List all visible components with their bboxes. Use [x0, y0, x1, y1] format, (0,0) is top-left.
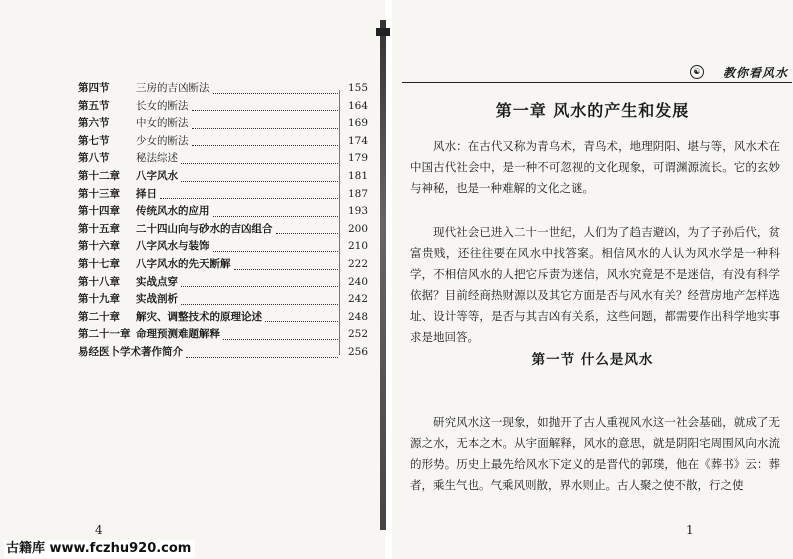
- toc-entry: [78, 98, 368, 116]
- right-page-number: 1: [686, 523, 694, 537]
- toc-entry-page: 187: [347, 187, 368, 200]
- toc-entry-page: 252: [347, 328, 368, 341]
- toc-leader-dots: [213, 216, 338, 217]
- toc-entry-number: 第七节: [78, 134, 110, 147]
- toc-entry-page: 155: [347, 82, 368, 94]
- toc-leader-dots: [213, 251, 338, 252]
- toc-entry-title: 八字风水的先天断解: [136, 257, 231, 270]
- toc-entry-page: 169: [347, 117, 368, 130]
- toc-leader-dots: [181, 181, 338, 182]
- toc-entry: [78, 168, 368, 186]
- toc-entry: [78, 186, 368, 204]
- body-paragraph: 现代社会已进入二十一世纪，人们为了趋吉避凶，为了子孙后代，贫富贵贱，还往往要在风水中找答案。相信风水的人认为风水学是一种科学，不相信风水的人把它斥责为迷信，风水究竟是不是迷信，有没有科学依据？目前经商热财源以及其它方面是否与风水有关？经营房地产怎样选址、设计等等，是否与其吉凶有关系，这些问题，都需要作出科学地实事求是地回答。: [410, 225, 780, 344]
- toc-entry-title: 命理预测难题解释: [136, 328, 220, 341]
- toc-entry-number: 第十二章: [78, 169, 120, 182]
- toc-entry-number: 第十七章: [78, 257, 120, 270]
- toc-leader-dots: [234, 269, 338, 270]
- toc-leader-dots: [192, 128, 338, 129]
- toc-entry-title: 二十四山向与砂水的吉凶组合: [136, 222, 273, 235]
- right-page: [392, 0, 793, 559]
- toc-entry-number: 第十四章: [78, 205, 120, 218]
- toc-entry-page: 222: [347, 257, 368, 270]
- toc-entry: [78, 291, 368, 309]
- body-paragraph: 风水：在古代又称为青乌术，青鸟术，地理阴阳、堪与等，风水术在中国古代社会中，是一种不可忽视的文化现象，可谓渊源流长。它的玄妙与神秘，也是一种难解的文化之谜。: [410, 139, 780, 195]
- toc-entry-number: 第十五章: [78, 222, 120, 235]
- toc-entry-page: 179: [347, 152, 368, 165]
- toc-entry-title: 传统风水的应用: [136, 205, 210, 218]
- toc-entry: [78, 203, 368, 221]
- toc-entry-page: 210: [347, 240, 368, 253]
- toc-entry-page: 193: [347, 205, 368, 218]
- toc-entry-number: 第十三章: [78, 187, 120, 200]
- toc-entry-number: 第六节: [78, 117, 110, 130]
- left-page-number: 4: [95, 523, 103, 537]
- toc-entry-title: 三房的吉凶断法: [136, 82, 210, 94]
- running-header: [402, 64, 792, 83]
- toc-entry: [78, 238, 368, 256]
- toc-entry-number: 第四节: [78, 82, 110, 94]
- toc-leader-dots: [160, 198, 338, 199]
- toc-entry-number: 第五节: [78, 99, 110, 112]
- toc-entry-number: 第二十章: [78, 310, 120, 323]
- site-watermark: 古籍库 www.fczhu920.com: [4, 540, 195, 558]
- toc-entry: [78, 80, 368, 98]
- toc-entry: [78, 326, 368, 344]
- toc-entry-title: 择日: [136, 187, 157, 200]
- toc-entry-title: 实战点穿: [136, 275, 178, 288]
- toc-leader-dots: [213, 93, 338, 94]
- toc-entry-title: 解灾、调整技术的原理论述: [136, 310, 262, 323]
- toc-entry: [78, 150, 368, 168]
- toc-leader-dots: [181, 304, 338, 305]
- toc-entry-title: 八字风水与装饰: [136, 240, 210, 253]
- toc-entry-page: 240: [347, 275, 368, 288]
- toc-leader-dots: [265, 321, 338, 322]
- toc-entry: [78, 274, 368, 292]
- toc-divider: [339, 90, 340, 355]
- toc-entry-number: 第八节: [78, 152, 110, 165]
- table-of-contents: [78, 80, 368, 362]
- toc-entry-page: 164: [347, 99, 368, 112]
- toc-entry-page: 256: [347, 345, 368, 358]
- toc-entry: [78, 344, 368, 362]
- toc-leader-dots: [192, 110, 338, 111]
- toc-entry: [78, 256, 368, 274]
- book-spine: [380, 20, 386, 530]
- toc-leader-dots: [192, 145, 338, 146]
- toc-leader-dots: [276, 233, 338, 234]
- running-header-title: 教你看风水: [722, 66, 788, 80]
- toc-entry-page: 181: [347, 169, 368, 182]
- body-paragraph: 研究风水这一现象，如抛开了古人重视风水这一社会基础，就成了无源之水，无本之木。从宇面解释，风水的意思，就是阴阳宅周围风向水流的形势。历史上最先给风水下定义的是晋代的郭璞，他在《葬书》云：葬者，乘生气也。气乘风则散，界水则止。古人聚之使不散，行之使: [410, 415, 780, 492]
- section-title: 第一节 什么是风水: [531, 352, 654, 368]
- toc-entry-page: 200: [347, 222, 368, 235]
- yin-yang-icon: ☯: [690, 65, 704, 79]
- toc-entry-page: 174: [347, 134, 368, 147]
- toc-entry-title: 秘法综述: [136, 152, 178, 165]
- toc-entry: [78, 133, 368, 151]
- chapter-title: 第一章 风水的产生和发展: [495, 101, 690, 120]
- toc-entry-number: 第二十一章: [78, 328, 131, 341]
- toc-entry: [78, 309, 368, 327]
- toc-entry-title: 实战剖析: [136, 293, 178, 306]
- toc-entry: [78, 221, 368, 239]
- toc-entry-title: 中女的断法: [136, 117, 189, 130]
- toc-leader-dots: [181, 286, 338, 287]
- toc-entry-page: 242: [347, 293, 368, 306]
- toc-leader-dots: [223, 339, 338, 340]
- toc-entry-number: 第十八章: [78, 275, 120, 288]
- toc-entry-title: 八字风水: [136, 169, 178, 182]
- toc-entry-page: 248: [347, 310, 368, 323]
- toc-entry: [78, 115, 368, 133]
- toc-leader-dots: [186, 357, 338, 358]
- toc-entry-title: 易经医卜学术著作简介: [78, 345, 183, 358]
- toc-entry-title: 长女的断法: [136, 99, 189, 112]
- spine-mark: [376, 28, 390, 36]
- left-page: [0, 0, 385, 559]
- toc-leader-dots: [181, 163, 338, 164]
- toc-entry-number: 第十九章: [78, 293, 120, 306]
- toc-entry-title: 少女的断法: [136, 134, 189, 147]
- toc-entry-number: 第十六章: [78, 240, 120, 253]
